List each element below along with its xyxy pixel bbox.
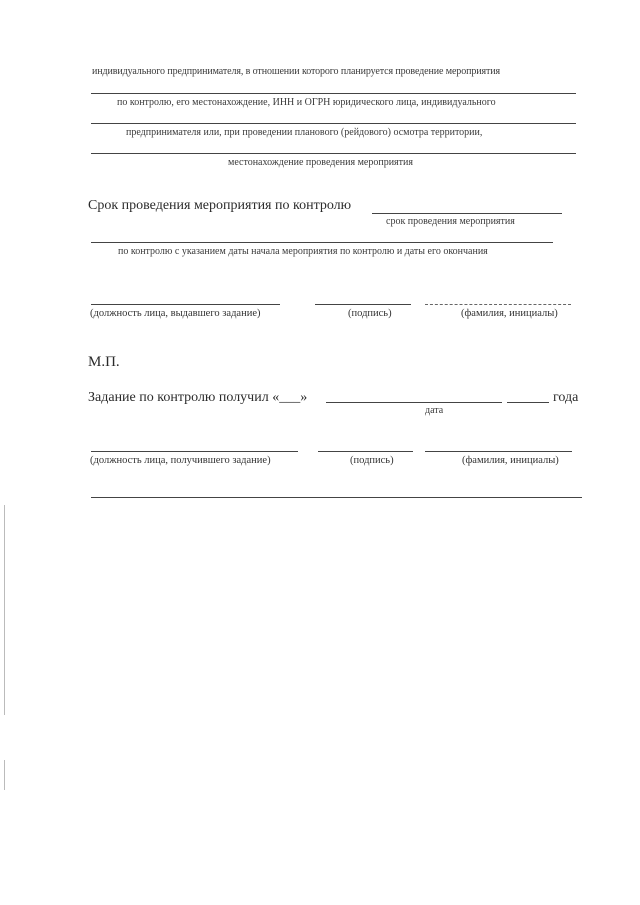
issuer-position-caption: (должность лица, выдавшего задание): [90, 308, 261, 319]
rule-line: [91, 153, 576, 154]
receiver-signature-caption: (подпись): [350, 455, 394, 466]
term-second-line[interactable]: [91, 242, 553, 243]
intro-line-2: по контролю, его местонахождение, ИНН и ОГРН юридического лица, индивидуального: [117, 97, 496, 108]
receiver-position-caption: (должность лица, получившего задание): [90, 455, 271, 466]
scan-margin-mark: [4, 505, 5, 715]
receipt-date-caption: дата: [425, 405, 444, 416]
receiver-signature-line[interactable]: [318, 451, 413, 452]
term-label: Срок проведения мероприятия по контролю: [88, 198, 352, 213]
intro-line-1: индивидуального предпринимателя, в отношении которого планируется проведение мероприятия: [92, 66, 501, 77]
final-rule-line[interactable]: [91, 497, 582, 498]
issuer-signature-line[interactable]: [315, 304, 411, 305]
stamp-label: М.П.: [88, 354, 120, 370]
scan-margin-mark: [4, 760, 5, 790]
receiver-position-line[interactable]: [91, 451, 298, 452]
rule-line: [91, 93, 576, 94]
receipt-prefix: Задание по контролю получил «___»: [88, 390, 308, 405]
issuer-name-line[interactable]: [425, 304, 571, 305]
receiver-name-caption: (фамилия, инициалы): [462, 455, 559, 466]
receipt-year-line[interactable]: [507, 402, 549, 403]
intro-line-3: предпринимателя или, при проведении планового (рейдового) осмотра территории,: [126, 127, 483, 138]
term-input-line[interactable]: [372, 213, 562, 214]
receipt-date-line[interactable]: [326, 402, 502, 403]
issuer-signature-caption: (подпись): [348, 308, 392, 319]
term-caption-2: по контролю с указанием даты начала мероприятия по контролю и даты его окончания: [118, 246, 488, 257]
issuer-position-line[interactable]: [91, 304, 280, 305]
rule-line: [91, 123, 576, 124]
term-caption-1: срок проведения мероприятия: [386, 216, 515, 227]
receipt-suffix: года: [553, 390, 579, 405]
intro-line-4: местонахождение проведения мероприятия: [228, 157, 413, 168]
receiver-name-line[interactable]: [425, 451, 572, 452]
issuer-name-caption: (фамилия, инициалы): [461, 308, 558, 319]
